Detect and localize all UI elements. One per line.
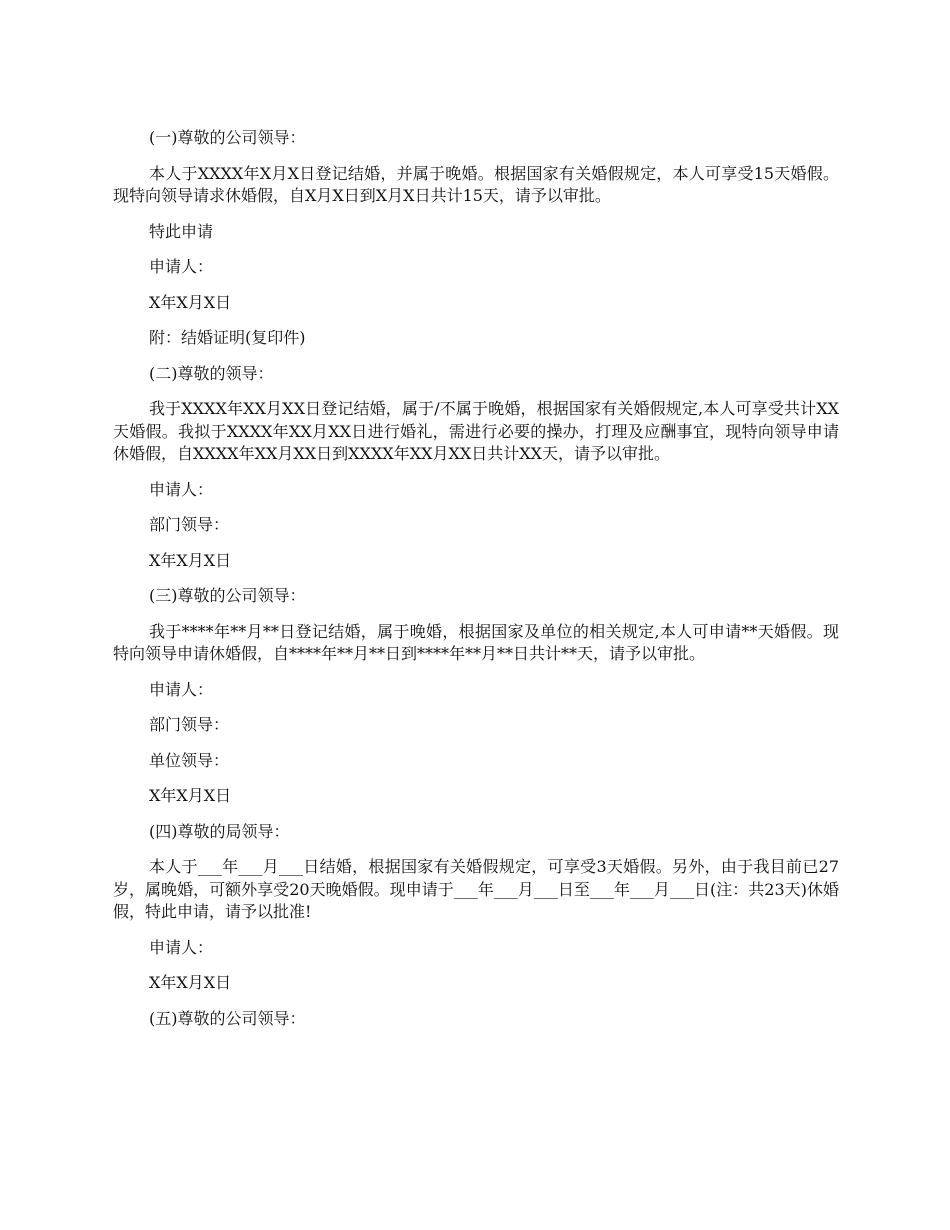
section-1-body: 本人于XXXX年X月X日登记结婚，并属于晚婚。根据国家有关婚假规定，本人可享受15天婚假。现特向领导请求休婚假，自X月X日到X月X日共计15天，请予以审批。 <box>113 163 839 205</box>
section-5-heading: (五)尊敬的公司领导： <box>149 1008 306 1028</box>
section-3-dept-leader: 部门领导： <box>149 715 230 734</box>
section-4-heading: (四)尊敬的局领导： <box>149 821 290 841</box>
section-1-closing: 特此申请 <box>149 221 214 241</box>
section-3-body: 我于****年**月**日登记结婚，属于晚婚，根据国家及单位的相关规定,本人可申请**天婚假。现特向领导申请休婚假，自****年**月**日到****年**月**日共计**天，请予以审批。 <box>113 621 839 663</box>
section-1-heading: (一)尊敬的公司领导： <box>149 128 306 147</box>
section-1-date: X年X月X日 <box>149 292 232 312</box>
section-2-heading: (二)尊敬的领导： <box>149 363 274 383</box>
section-3-date: X年X月X日 <box>149 786 232 805</box>
section-4-applicant: 申请人： <box>149 937 214 957</box>
section-4-date: X年X月X日 <box>149 973 232 992</box>
section-2-body: 我于XXXX年XX月XX日登记结婚，属于/不属于晚婚，根据国家有关婚假规定,本人可享受共计XX天婚假。我拟于XXXX年XX月XX日进行婚礼，需进行必要的操办，打理及应酬事宜，现特向领导申请休婚假，自XXXX年XX月XX日到XXXX年XX月XX日共计XX天，请予以审批。 <box>113 399 839 463</box>
section-3-unit-leader: 单位领导： <box>149 750 230 770</box>
section-1-attachment: 附：结婚证明(复印件) <box>149 328 306 347</box>
document-body <box>113 127 839 1043</box>
section-3-applicant: 申请人： <box>149 679 214 699</box>
section-3-heading: (三)尊敬的公司领导： <box>149 586 306 605</box>
section-2-date: X年X月X日 <box>149 550 232 570</box>
section-2-dept-leader: 部门领导： <box>149 515 230 534</box>
section-2-applicant: 申请人： <box>149 479 214 499</box>
section-1-applicant: 申请人： <box>149 257 214 276</box>
section-4-body: 本人于___年___月___日结婚，根据国家有关婚假规定，可享受3天婚假。另外，由于我目前已27岁，属晚婚，可额外享受20天晚婚假。现申请于___年___月___日至___年___月___日(注：共23天)休婚假，特此申请，请予以批准! <box>113 857 839 921</box>
